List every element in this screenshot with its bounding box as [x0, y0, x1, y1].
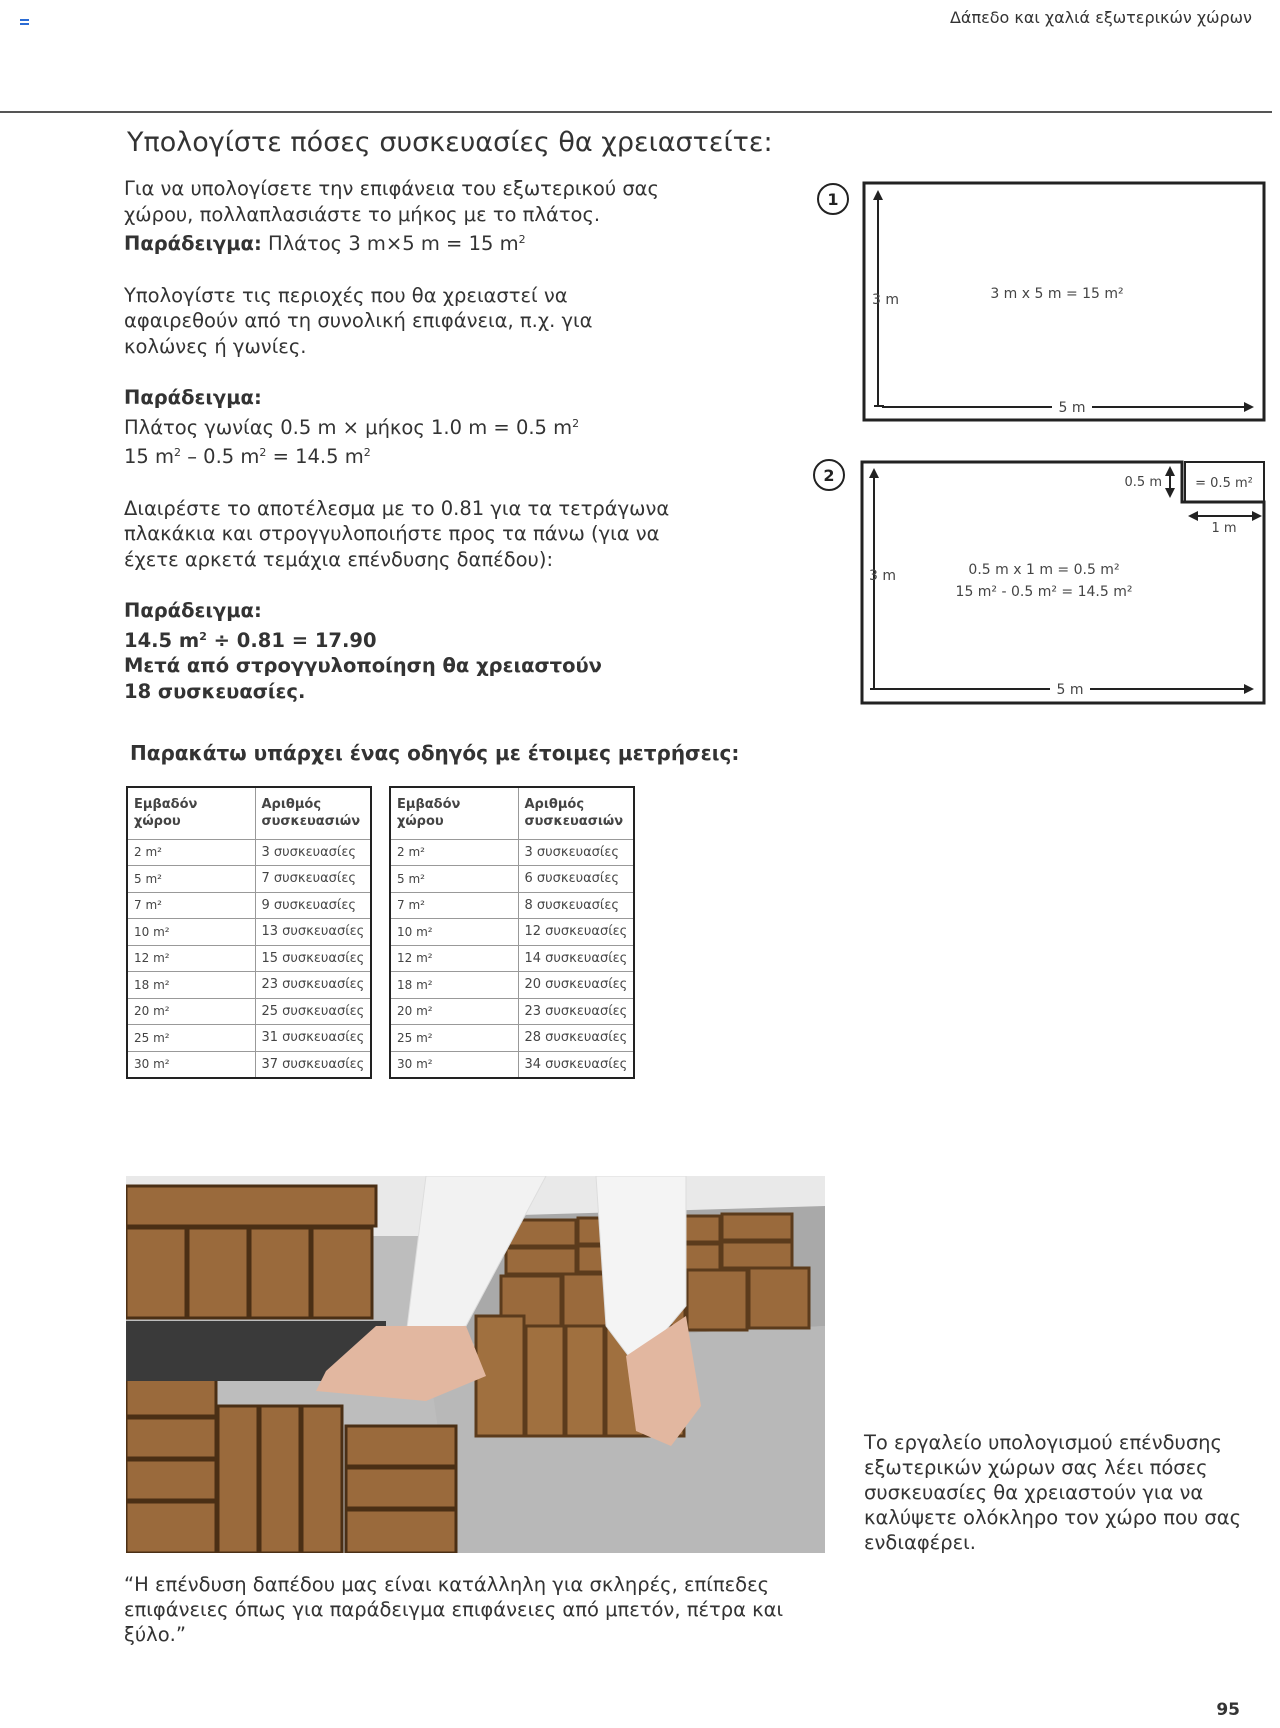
col-packs-header — [255, 787, 371, 839]
measurement-table-right — [389, 786, 635, 1079]
intro-line — [124, 440, 714, 470]
calc-line-2: 15 m² - 0.5 m² = 14.5 m² — [955, 584, 1133, 600]
intro-line: Για να υπολογίσετε την επιφάνεια του εξωτερικού σας — [124, 177, 659, 200]
corner-width-label: 1 m — [1211, 521, 1237, 536]
header-line: Εμβαδόν — [134, 797, 198, 813]
table-row — [127, 972, 371, 999]
packs-cell: 14 συσκευασίες — [518, 945, 634, 972]
table-row — [127, 998, 371, 1025]
step-number: 2 — [823, 466, 835, 485]
photo-illustration — [126, 1176, 825, 1553]
superscript: 2 — [572, 416, 580, 430]
example-label: Παράδειγμα: — [124, 599, 262, 622]
intro-line — [124, 679, 714, 705]
packs-cell: 23 συσκευασίες — [518, 998, 634, 1025]
area-cell: 10 m² — [390, 919, 518, 946]
table-row — [127, 839, 371, 866]
table-row — [127, 919, 371, 946]
packs-cell: 25 συσκευασίες — [255, 998, 371, 1025]
table-header-row — [127, 787, 371, 839]
example-label: Παράδειγμα: — [124, 232, 262, 255]
header-line: Εμβαδόν — [397, 797, 461, 813]
area-cell: 12 m² — [390, 945, 518, 972]
section-label: Δάπεδο και χαλιά εξωτερικών χώρων — [949, 8, 1252, 27]
corner-height-label: 0.5 m — [1124, 475, 1162, 490]
intro-line: Υπολογίστε τις περιοχές που θα χρειαστεί να — [124, 283, 568, 307]
example-text: ÷ 0.81 = 17.90 — [206, 628, 377, 652]
packs-cell: 9 συσκευασίες — [255, 892, 371, 919]
area-cell: 18 m² — [127, 972, 255, 999]
area-cell: 2 m² — [390, 839, 518, 866]
example-label: Παράδειγμα: — [124, 386, 262, 409]
intro-line: αφαιρεθούν από τη συνολική επιφάνεια, π.χ. για — [124, 309, 593, 332]
corner-area-label: = 0.5 m² — [1195, 476, 1253, 491]
intro-line: πλακάκια και στρογγυλοποιήστε προς τα πάνω (για να — [124, 522, 660, 545]
area-cell: 30 m² — [390, 1051, 518, 1078]
table-row — [127, 1025, 371, 1052]
table-row — [127, 945, 371, 972]
packs-cell: 20 συσκευασίες — [518, 972, 634, 999]
table-row — [127, 866, 371, 893]
header-line: Αριθμός — [524, 797, 585, 813]
calc-line-1: 0.5 m x 1 m = 0.5 m² — [968, 562, 1120, 578]
area-cell: 12 m² — [127, 945, 255, 972]
height-label: 3 m — [869, 568, 896, 584]
width-label: 5 m — [1058, 400, 1086, 416]
packs-cell: 6 συσκευασίες — [518, 866, 634, 893]
superscript: 2 — [518, 233, 526, 246]
header-line: χώρου — [134, 814, 181, 830]
intro-line: έχετε αρκετά τεμάχια επένδυσης δαπέδου): — [124, 547, 554, 571]
page-title: Υπολογίστε πόσες συσκευασίες θα χρειαστείτε: — [127, 127, 773, 158]
intro-line — [124, 653, 714, 679]
example-text: 14.5 m — [124, 628, 200, 652]
header-line: συσκευασιών — [261, 814, 361, 830]
intro-line: χώρου, πολλαπλασιάστε το μήκος με το πλάτος. — [124, 202, 601, 226]
menu-icon[interactable] — [20, 19, 29, 28]
area-cell: 10 m² — [127, 919, 255, 946]
measurement-table-left — [126, 786, 372, 1079]
area-cell: 2 m² — [127, 839, 255, 866]
header-divider — [0, 111, 1272, 113]
width-label: 5 m — [1056, 682, 1084, 698]
col-area-header — [390, 787, 518, 839]
diagram-2 — [812, 456, 1272, 716]
table-row — [390, 998, 634, 1025]
area-cell: 7 m² — [390, 892, 518, 919]
col-packs-header — [518, 787, 634, 839]
intro-line: Διαιρέστε το αποτέλεσμα με το 0.81 για τα τετράγωνα — [124, 496, 670, 520]
header-line: χώρου — [397, 814, 444, 830]
header-line: Αριθμός — [261, 797, 322, 813]
intro-line — [124, 624, 714, 654]
packs-cell: 28 συσκευασίες — [518, 1025, 634, 1052]
intro-text — [124, 176, 714, 704]
area-cell: 30 m² — [127, 1051, 255, 1078]
area-cell: 20 m² — [390, 998, 518, 1025]
example-text: 15 m — [124, 445, 175, 468]
table-row — [390, 892, 634, 919]
area-cell: 5 m² — [390, 866, 518, 893]
table-row — [390, 972, 634, 999]
height-label: 3 m — [872, 292, 899, 308]
area-cell: 20 m² — [127, 998, 255, 1025]
packs-cell: 31 συσκευασίες — [255, 1025, 371, 1052]
intro-line — [124, 411, 714, 441]
area-cell: 5 m² — [127, 866, 255, 893]
table-row — [390, 945, 634, 972]
example-text: Πλάτος 3 m×5 m = 15 m — [261, 232, 519, 255]
example-text: Πλάτος γωνίας 0.5 m × μήκος 1.0 m = 0.5 m — [124, 415, 573, 439]
table-row — [390, 866, 634, 893]
superscript: 2 — [363, 446, 371, 459]
area-cell: 25 m² — [127, 1025, 255, 1052]
table-row — [390, 839, 634, 866]
superscript: 2 — [174, 446, 182, 459]
superscript: 2 — [199, 629, 207, 643]
packs-cell: 37 συσκευασίες — [255, 1051, 371, 1078]
packs-cell: 3 συσκευασίες — [255, 839, 371, 866]
packs-cell: 3 συσκευασίες — [518, 839, 634, 866]
area-formula: 3 m x 5 m = 15 m² — [990, 286, 1124, 302]
step-number: 1 — [827, 190, 839, 209]
page-number: 95 — [1216, 1700, 1240, 1720]
area-cell: 25 m² — [390, 1025, 518, 1052]
packs-cell: 23 συσκευασίες — [255, 972, 371, 999]
guide-heading: Παρακάτω υπάρχει ένας οδηγός με έτοιμες μετρήσεις: — [130, 741, 740, 765]
intro-line: κολώνες ή γωνίες. — [124, 334, 307, 358]
table-header-row — [390, 787, 634, 839]
intro-example — [124, 227, 714, 257]
table-row — [390, 1025, 634, 1052]
col-area-header — [127, 787, 255, 839]
calculator-note: Το εργαλείο υπολογισμού επένδυσης εξωτερικών χώρων σας λέει πόσες συσκευασίες θα χρειαστούν για να καλύψετε ολόκληρο τον χώρο που σας ενδιαφέρει. — [864, 1431, 1242, 1554]
table-row — [390, 919, 634, 946]
deck-tiles-photo — [126, 1176, 825, 1553]
example-result: 18 συσκευασίες. — [124, 679, 306, 703]
diagram-1 — [812, 178, 1272, 438]
example-text: – 0.5 m — [181, 445, 260, 468]
packs-cell: 12 συσκευασίες — [518, 919, 634, 946]
area-outline — [862, 462, 1264, 703]
packs-cell: 15 συσκευασίες — [255, 945, 371, 972]
packs-cell: 8 συσκευασίες — [518, 892, 634, 919]
table-row — [127, 1051, 371, 1078]
area-cell: 7 m² — [127, 892, 255, 919]
table-row — [390, 1051, 634, 1078]
packs-cell: 7 συσκευασίες — [255, 866, 371, 893]
photo-caption: “Η επένδυση δαπέδου μας είναι κατάλληλη για σκληρές, επίπεδες επιφάνειες όπως για παράδειγμα επιφάνειες από μπετόν, πέτρα και ξύλο.” — [124, 1573, 784, 1646]
example-result: Μετά από στρογγυλοποίηση θα χρειαστούν — [124, 654, 602, 677]
packs-cell: 13 συσκευασίες — [255, 919, 371, 946]
example-text: = 14.5 m — [266, 445, 364, 468]
area-cell: 18 m² — [390, 972, 518, 999]
header-line: συσκευασιών — [524, 814, 624, 830]
packs-cell: 34 συσκευασίες — [518, 1051, 634, 1078]
table-row — [127, 892, 371, 919]
superscript: 2 — [259, 446, 267, 459]
